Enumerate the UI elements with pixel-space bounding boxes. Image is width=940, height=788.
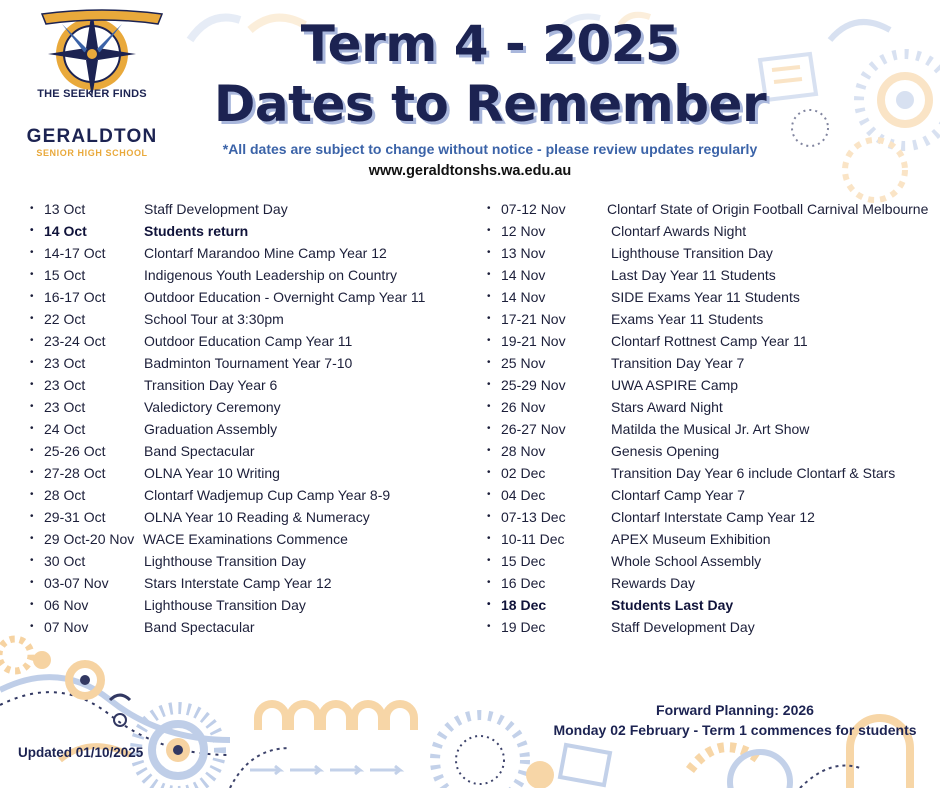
list-item [487,572,939,594]
list-item [487,374,939,396]
event-date: 29 Oct-20 Nov [44,531,135,547]
list-item [487,462,939,484]
event-date: 03-07 Nov [44,575,109,591]
event-name: SIDE Exams Year 11 Students [611,289,800,305]
bullet-icon: • [487,335,491,346]
website-link[interactable]: www.geraldtonshs.wa.edu.au [368,163,572,179]
bullet-icon: • [487,467,491,478]
event-name: Exams Year 11 Students [611,311,764,327]
event-name: Badminton Tournament Year 7-10 [144,355,353,371]
list-item [487,418,939,440]
list-item [487,308,939,330]
bullet-icon: • [487,401,491,412]
bullet-icon: • [30,511,34,522]
event-name: Staff Development Day [144,201,288,217]
bullet-icon: • [30,357,34,368]
bullet-icon: • [30,313,34,324]
bullet-icon: • [487,621,491,632]
event-date: 28 Nov [501,443,546,459]
event-name: School Tour at 3:30pm [144,311,284,327]
list-item [30,594,470,616]
list-item [30,484,470,506]
event-name: Whole School Assembly [611,553,762,569]
event-name: WACE Examinations Commence [143,531,348,547]
bullet-icon: • [30,445,34,456]
bullet-icon: • [487,489,491,500]
event-date: 19 Dec [501,619,546,635]
bullet-icon: • [30,621,34,632]
bullet-icon: • [30,555,34,566]
event-date: 17-21 Nov [501,311,566,327]
right-events-list [487,198,939,638]
updated-date: Updated 01/10/2025 [18,745,144,760]
bullet-icon: • [487,379,491,390]
event-date: 07-13 Dec [501,509,566,525]
event-date: 12 Nov [501,223,546,239]
event-date: 14-17 Oct [44,245,106,261]
event-date: 14 Oct [44,223,87,239]
motto-banner [40,8,164,30]
event-name: Graduation Assembly [144,421,278,437]
event-name: Clontarf Wadjemup Cup Camp Year 8-9 [144,487,391,503]
event-name: OLNA Year 10 Writing [144,465,280,481]
left-events-list [30,198,470,638]
logo-school-name: GERALDTON [26,126,158,147]
bullet-icon: • [30,577,34,588]
logo-school-subname: SENIOR HIGH SCHOOL [36,148,148,158]
bullet-icon: • [30,423,34,434]
bullet-icon: • [30,291,34,302]
event-name: Lighthouse Transition Day [144,553,306,569]
bullet-icon: • [30,335,34,346]
bullet-icon: • [487,599,491,610]
list-item [30,440,470,462]
event-name: Valedictory Ceremony [144,399,281,415]
list-item [30,528,470,550]
list-item [30,198,470,220]
list-item [487,242,939,264]
logo-motto: THE SEEKER FINDS [37,88,147,100]
list-item [30,462,470,484]
event-date: 23 Oct [44,355,86,371]
list-item [487,396,939,418]
title-line-1: Term 4 - 2025 [300,15,680,73]
event-date: 23-24 Oct [44,333,106,349]
event-name: Transition Day Year 7 [611,355,745,371]
event-date: 23 Oct [44,377,86,393]
list-item [487,550,939,572]
event-name: Band Spectacular [144,619,255,635]
list-item [30,374,470,396]
event-date: 25-29 Nov [501,377,566,393]
event-name: Clontarf Awards Night [611,223,747,239]
list-item [487,220,939,242]
list-item [30,220,470,242]
event-name: Genesis Opening [611,443,720,459]
event-date: 07-12 Nov [501,201,566,217]
list-item [30,396,470,418]
event-name: Clontarf State of Origin Football Carnival Melbourne [607,201,929,217]
event-name: Stars Interstate Camp Year 12 [144,575,332,591]
bullet-icon: • [487,533,491,544]
page-title [170,14,810,134]
list-item [30,330,470,352]
disclaimer-text: *All dates are subject to change without notice - please review updates regularly [222,141,758,157]
event-date: 25-26 Oct [44,443,106,459]
event-name: Transition Day Year 6 [144,377,278,393]
forward-planning-title: Forward Planning: 2026 [656,702,814,718]
event-date: 26-27 Nov [501,421,566,437]
bullet-icon: • [30,269,34,280]
bullet-icon: • [30,489,34,500]
bullet-icon: • [487,203,491,214]
bullet-icon: • [487,357,491,368]
event-name: Clontarf Interstate Camp Year 12 [611,509,815,525]
event-name: UWA ASPIRE Camp [611,377,739,393]
bullet-icon: • [30,599,34,610]
event-name: Lighthouse Transition Day [611,245,773,261]
forward-planning [540,700,930,740]
event-date: 06 Nov [44,597,89,613]
event-name: Students Last Day [611,597,734,613]
event-name: Clontarf Camp Year 7 [611,487,745,503]
event-name: Matilda the Musical Jr. Art Show [611,421,810,437]
bullet-icon: • [487,555,491,566]
school-logo [22,8,162,158]
title-line-2: Dates to Remember [213,75,767,133]
event-date: 29-31 Oct [44,509,106,525]
event-date: 18 Dec [501,597,547,613]
bullet-icon: • [487,225,491,236]
event-name: Indigenous Youth Leadership on Country [144,267,397,283]
bullet-icon: • [487,577,491,588]
list-item [487,198,939,220]
list-item [487,440,939,462]
event-date: 27-28 Oct [44,465,106,481]
event-name: OLNA Year 10 Reading & Numeracy [144,509,370,525]
list-item [487,528,939,550]
event-name: Band Spectacular [144,443,255,459]
event-name: Lighthouse Transition Day [144,597,306,613]
event-date: 15 Dec [501,553,546,569]
bullet-icon: • [487,247,491,258]
list-item [30,572,470,594]
event-date: 15 Oct [44,267,86,283]
event-date: 28 Oct [44,487,86,503]
list-item [487,286,939,308]
event-name: Stars Award Night [611,399,723,415]
list-item [30,418,470,440]
event-date: 16-17 Oct [44,289,106,305]
list-item [487,484,939,506]
event-name: Transition Day Year 6 include Clontarf & Stars [611,465,896,481]
event-name: APEX Museum Exhibition [611,531,771,547]
event-date: 14 Nov [501,267,546,283]
event-name: Clontarf Marandoo Mine Camp Year 12 [144,245,387,261]
bullet-icon: • [487,291,491,302]
list-item [487,330,939,352]
bullet-icon: • [30,401,34,412]
bullet-icon: • [30,203,34,214]
event-name: Rewards Day [611,575,696,591]
list-item [30,242,470,264]
list-item [30,264,470,286]
bullet-icon: • [487,511,491,522]
event-date: 30 Oct [44,553,86,569]
list-item [487,352,939,374]
bullet-icon: • [487,423,491,434]
bullet-icon: • [30,225,34,236]
bullet-icon: • [30,533,34,544]
forward-planning-detail: Monday 02 February - Term 1 commences for students [553,722,917,738]
list-item [30,308,470,330]
event-date: 23 Oct [44,399,86,415]
event-name: Last Day Year 11 Students [611,267,776,283]
list-item [487,264,939,286]
event-date: 16 Dec [501,575,546,591]
list-item [30,616,470,638]
bullet-icon: • [30,379,34,390]
bullet-icon: • [487,313,491,324]
event-name: Outdoor Education Camp Year 11 [144,333,353,349]
event-date: 02 Dec [501,465,546,481]
event-date: 10-11 Dec [501,531,565,547]
event-date: 25 Nov [501,355,546,371]
event-date: 14 Nov [501,289,546,305]
list-item [30,352,470,374]
list-item [487,594,939,616]
event-date: 26 Nov [501,399,546,415]
event-name: Outdoor Education - Overnight Camp Year 11 [144,289,426,305]
event-date: 19-21 Nov [501,333,566,349]
list-item [30,506,470,528]
list-item [487,616,939,638]
list-item [30,550,470,572]
list-item [487,506,939,528]
event-name: Staff Development Day [611,619,755,635]
event-date: 04 Dec [501,487,546,503]
event-date: 13 Oct [44,201,86,217]
bullet-icon: • [30,247,34,258]
event-name: Students return [144,223,249,239]
event-date: 22 Oct [44,311,86,327]
list-item [30,286,470,308]
event-name: Clontarf Rottnest Camp Year 11 [611,333,808,349]
bullet-icon: • [487,445,491,456]
bullet-icon: • [30,467,34,478]
event-date: 07 Nov [44,619,89,635]
event-date: 24 Oct [44,421,86,437]
bullet-icon: • [487,269,491,280]
event-date: 13 Nov [501,245,546,261]
